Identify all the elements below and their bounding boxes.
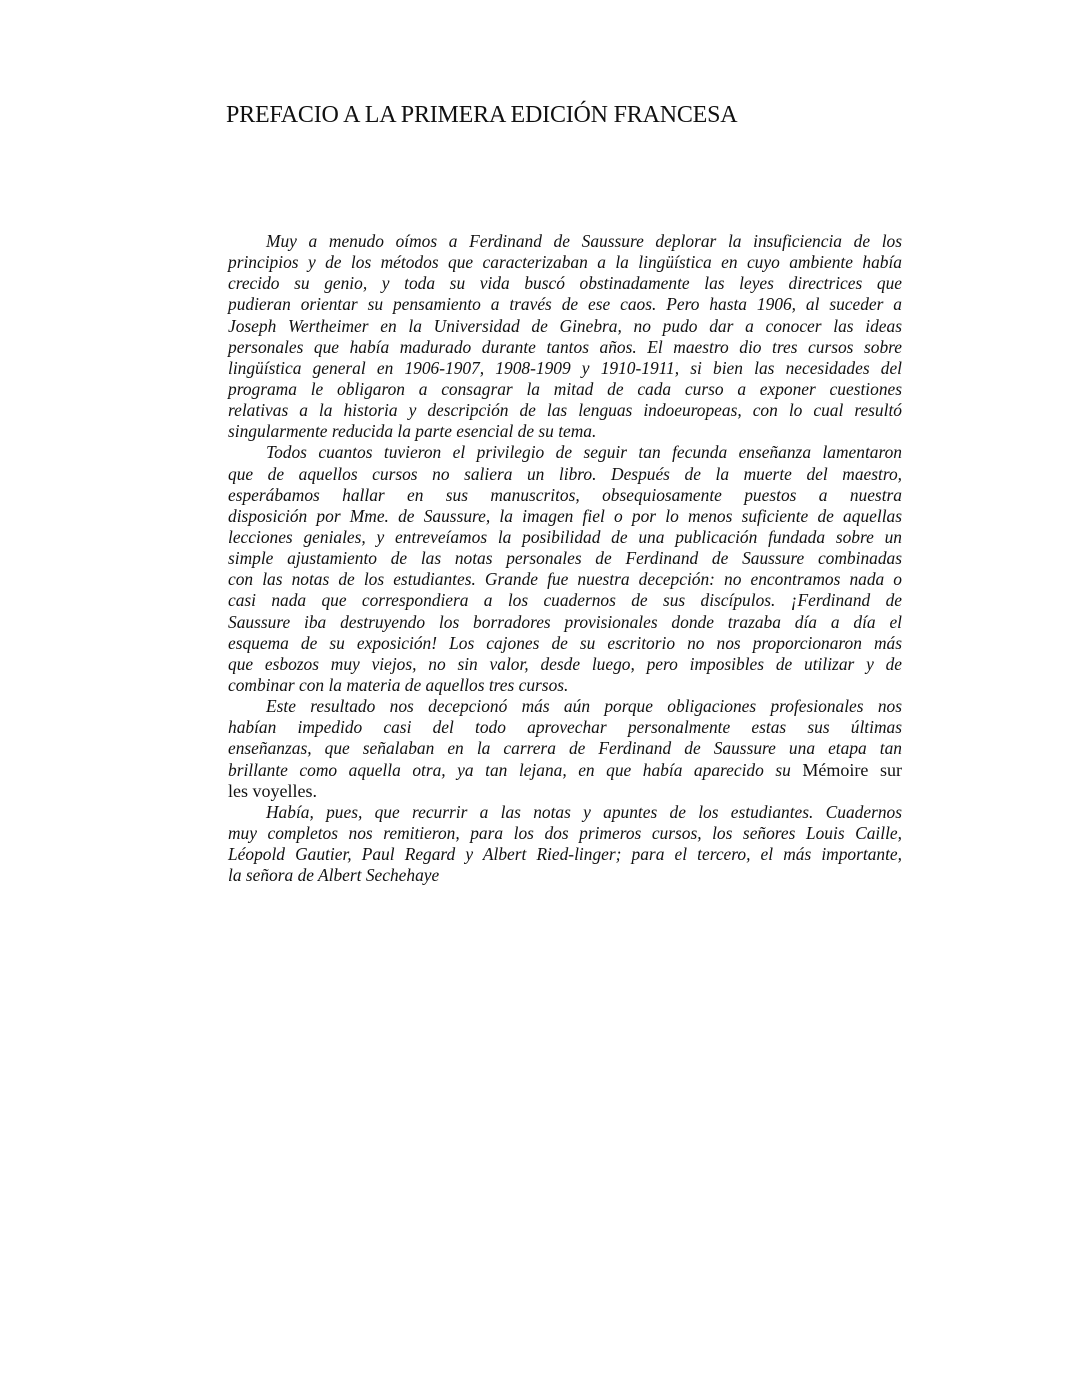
paragraph-line xyxy=(228,252,902,273)
paragraph-line xyxy=(228,844,902,865)
line-text: pudieran orientar su pensamiento a través de ese caos. Pero hasta 1906, al suceder a xyxy=(228,294,902,315)
line-text: lingüística general en 1906-1907, 1908-1909 y 1910-1911, si bien las necesidades del xyxy=(228,357,902,378)
book-title-line: les voyelles. xyxy=(228,780,317,801)
paragraph-line xyxy=(228,316,902,337)
line-text: principios y de los métodos que caracterizaban a la lingüística en cuyo ambiente había xyxy=(228,252,902,273)
line-text: casi nada que correspondiera a los cuadernos de sus discípulos. ¡Ferdinand de xyxy=(228,590,902,611)
paragraph-line xyxy=(228,485,902,506)
line-text: Este resultado nos decepcionó más aún porque obligaciones profesionales nos xyxy=(266,696,902,717)
paragraph-line xyxy=(228,590,902,611)
line-text: simple ajustamiento de las notas personales de Ferdinand de Saussure combinadas xyxy=(228,548,902,569)
paragraph-line xyxy=(228,527,902,548)
paragraph-line xyxy=(228,717,902,738)
paragraph-line xyxy=(228,675,902,696)
paragraph-line xyxy=(228,760,902,781)
line-text: esperábamos hallar en sus manuscritos, obsequiosamente puestos a nuestra xyxy=(228,484,902,505)
paragraph-line xyxy=(228,379,902,400)
paragraph-line xyxy=(228,865,902,886)
paragraph-line xyxy=(228,569,902,590)
line-text: brillante como aquella otra, ya tan lejana, en que había aparecido su xyxy=(228,759,791,780)
line-text: crecido su genio, y toda su vida buscó obstinadamente las leyes directrices que xyxy=(228,273,902,294)
paragraph-line xyxy=(228,633,902,654)
paragraph-line xyxy=(228,802,902,823)
paragraph-line xyxy=(228,506,902,527)
paragraph-line xyxy=(228,696,902,717)
line-text: Joseph Wertheimer en la Universidad de Ginebra, no pudo dar a conocer las ideas xyxy=(228,315,902,336)
paragraph-line xyxy=(228,421,902,442)
line-text: personales que había madurado durante tantos años. El maestro dio tres cursos sobre xyxy=(228,336,902,357)
line-text: habían impedido casi del todo aprovechar personalmente estas sus últimas xyxy=(228,717,902,738)
paragraph-line xyxy=(228,273,902,294)
paragraph-line xyxy=(228,654,902,675)
line-text: muy completos nos remitieron, para los dos primeros cursos, los señores Louis Caille, xyxy=(228,822,902,843)
line-text: Había, pues, que recurrir a las notas y apuntes de los estudiantes. Cuadernos xyxy=(266,801,902,822)
line-text: programa le obligaron a consagrar la mitad de cada curso a exponer cuestiones xyxy=(228,378,902,399)
line-text: con las notas de los estudiantes. Grande fue nuestra decepción: no encontramos nada o xyxy=(228,569,902,590)
paragraph-line xyxy=(228,442,902,463)
line-text: Léopold Gautier, Paul Regard y Albert Ried-linger; para el tercero, el más importante, xyxy=(228,844,902,865)
line-text: singularmente reducida la parte esencial de su tema. xyxy=(228,421,597,442)
line-text: combinar con la materia de aquellos tres cursos. xyxy=(228,674,569,695)
paragraph-line xyxy=(228,612,902,633)
line-text: la señora de Albert Sechehaye xyxy=(228,865,440,886)
paragraph-line xyxy=(228,337,902,358)
line-text: disposición por Mme. de Saussure, la imagen fiel o por lo menos suficiente de aquellas xyxy=(228,505,902,526)
paragraph-line xyxy=(228,231,902,252)
line-text: esquema de su exposición! Los cajones de su escritorio no nos proporcionaron más xyxy=(228,632,902,653)
line-text: Muy a menudo oímos a Ferdinand de Saussure deplorar la insuficiencia de los xyxy=(266,231,902,251)
paragraph-line xyxy=(228,358,902,379)
line-text: enseñanzas, que señalaban en la carrera de Ferdinand de Saussure una etapa tan xyxy=(228,738,902,759)
line-text: lecciones geniales, y entreveíamos la posibilidad de una publicación fundada sobre un xyxy=(228,526,902,547)
book-title-text: Mémoire sur xyxy=(802,759,902,780)
line-text: que esbozos muy viejos, no sin valor, desde luego, pero imposibles de utilizar y de xyxy=(228,653,902,674)
paragraph-line xyxy=(228,464,902,485)
line-text: que de aquellos cursos no saliera un libro. Después de la muerte del maestro, xyxy=(228,463,902,484)
line-text: Todos cuantos tuvieron el privilegio de seguir tan fecunda enseñanza lamentaron xyxy=(266,442,902,463)
line-text: relativas a la historia y descripción de las lenguas indoeuropeas, con lo cual resultó xyxy=(228,400,902,421)
paragraph-line xyxy=(228,294,902,315)
paragraph-line xyxy=(228,823,902,844)
paragraph-line xyxy=(228,738,902,759)
document-body xyxy=(228,231,902,886)
page-title: PREFACIO A LA PRIMERA EDICIÓN FRANCESA xyxy=(226,102,738,128)
line-text: Saussure iba destruyendo los borradores provisionales donde trazaba día a día el xyxy=(228,611,902,632)
paragraph-line xyxy=(228,548,902,569)
paragraph-line xyxy=(228,400,902,421)
